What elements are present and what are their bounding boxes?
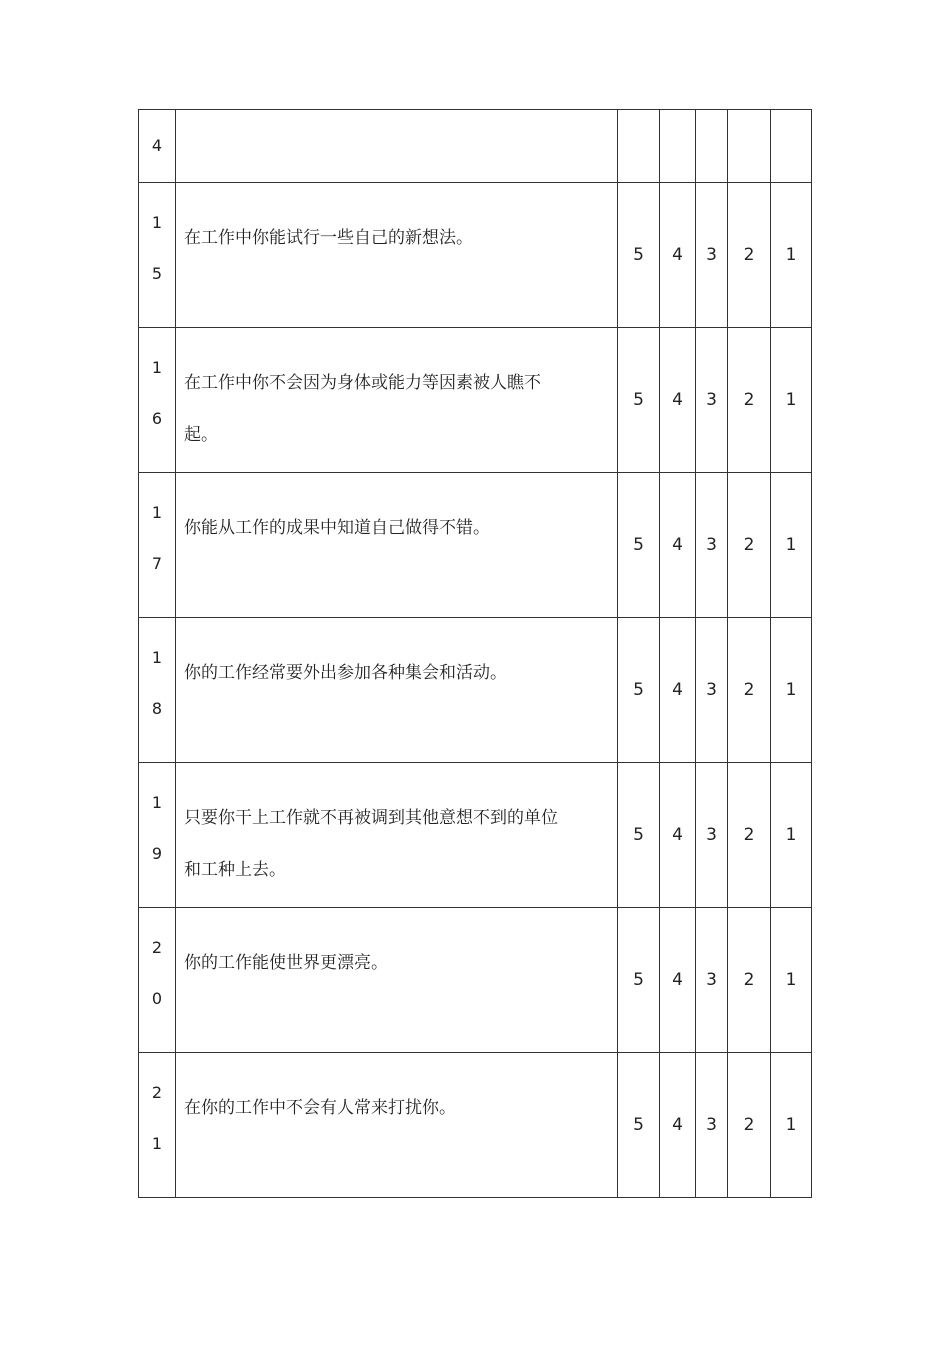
score-cell-1 (771, 110, 812, 183)
score-option: 1 (771, 618, 812, 763)
item-number (139, 763, 176, 908)
item-number-digit: 2 (151, 1083, 163, 1102)
score-option: 3 (696, 183, 728, 328)
item-statement (176, 763, 618, 908)
item-statement (176, 183, 618, 328)
score-option: 3 (696, 1053, 728, 1198)
score-option: 4 (660, 473, 696, 618)
table-row (139, 110, 812, 183)
item-statement-text: 你的工作能使世界更漂亮。 (184, 953, 388, 973)
score-option: 3 (696, 908, 728, 1053)
item-statement-text: 你的工作经常要外出参加各种集会和活动。 (184, 663, 507, 683)
table-body (139, 110, 812, 1198)
item-number-digit: 9 (151, 844, 163, 863)
item-statement (176, 328, 618, 473)
score-option: 5 (618, 1053, 660, 1198)
score-option: 5 (618, 183, 660, 328)
score-option: 2 (728, 183, 771, 328)
item-number (139, 618, 176, 763)
item-statement-text: 你能从工作的成果中知道自己做得不错。 (184, 518, 490, 538)
score-option: 2 (728, 908, 771, 1053)
score-option: 5 (618, 763, 660, 908)
item-number (139, 473, 176, 618)
table-row (139, 908, 812, 1053)
item-number (139, 908, 176, 1053)
score-option: 4 (660, 908, 696, 1053)
score-option: 4 (660, 1053, 696, 1198)
score-option: 1 (771, 328, 812, 473)
item-statement-text: 在工作中你不会因为身体或能力等因素被人瞧不起。 (184, 373, 541, 445)
score-cell-3 (696, 110, 728, 183)
item-number-digit: 1 (151, 213, 163, 232)
score-cell-2 (728, 110, 771, 183)
score-option: 4 (660, 328, 696, 473)
item-statement (176, 1053, 618, 1198)
table-row (139, 473, 812, 618)
score-option: 2 (728, 328, 771, 473)
item-statement-text: 在你的工作中不会有人常来打扰你。 (184, 1098, 456, 1118)
table-row (139, 183, 812, 328)
table-row (139, 1053, 812, 1198)
score-cell-5 (618, 110, 660, 183)
score-option: 1 (771, 473, 812, 618)
score-option: 3 (696, 473, 728, 618)
item-number-digit: 1 (151, 503, 163, 522)
item-number (139, 110, 176, 183)
table-row (139, 618, 812, 763)
score-option: 4 (660, 763, 696, 908)
item-number-digit: 4 (151, 136, 163, 155)
score-option: 2 (728, 618, 771, 763)
score-option: 2 (728, 473, 771, 618)
item-number-digit: 1 (151, 793, 163, 812)
score-option: 3 (696, 763, 728, 908)
score-option: 1 (771, 183, 812, 328)
item-statement-text: 只要你干上工作就不再被调到其他意想不到的单位和工种上去。 (184, 808, 558, 880)
item-number-digit: 6 (151, 409, 163, 428)
score-option: 4 (660, 618, 696, 763)
item-number (139, 183, 176, 328)
score-option: 3 (696, 328, 728, 473)
item-number-digit: 1 (151, 1134, 163, 1153)
item-statement-text: 在工作中你能试行一些自己的新想法。 (184, 228, 473, 248)
item-number-digit: 5 (151, 264, 163, 283)
table-row (139, 763, 812, 908)
item-number-digit: 7 (151, 554, 163, 573)
questionnaire-table (138, 109, 812, 1198)
item-number-digit: 2 (151, 938, 163, 957)
item-number (139, 1053, 176, 1198)
item-statement (176, 908, 618, 1053)
item-statement (176, 618, 618, 763)
item-number-digit: 8 (151, 699, 163, 718)
score-cell-4 (660, 110, 696, 183)
score-option: 4 (660, 183, 696, 328)
item-statement (176, 110, 618, 183)
score-option: 1 (771, 1053, 812, 1198)
item-number (139, 328, 176, 473)
score-option: 5 (618, 618, 660, 763)
item-number-digit: 1 (151, 358, 163, 377)
item-number-digit: 0 (151, 989, 163, 1008)
item-number-digit: 1 (151, 648, 163, 667)
score-option: 5 (618, 473, 660, 618)
item-statement (176, 473, 618, 618)
score-option: 1 (771, 763, 812, 908)
score-option: 2 (728, 1053, 771, 1198)
score-option: 5 (618, 908, 660, 1053)
score-option: 2 (728, 763, 771, 908)
score-option: 5 (618, 328, 660, 473)
score-option: 3 (696, 618, 728, 763)
score-option: 1 (771, 908, 812, 1053)
table-row (139, 328, 812, 473)
